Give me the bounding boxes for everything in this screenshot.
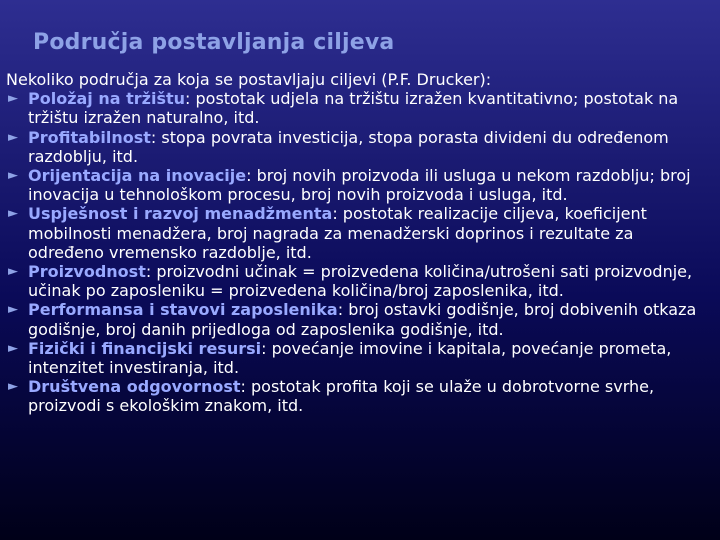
item-text: : postotak realizacije ciljeva, koeficijent mobilnosti menadžera, broj nagrada za menadžerski doprinos i rezultate za određeno vremensko razdoblje, itd. [28,204,647,262]
list-item [6,377,712,415]
list-item [6,262,712,300]
list-item [6,300,712,338]
right-triangle-icon: ► [8,168,18,184]
right-triangle-icon: ► [8,302,18,318]
right-triangle-icon: ► [8,340,18,356]
list-item [6,339,712,377]
item-keyword: Orijentacija na inovacije [28,166,247,186]
list-item [6,166,712,204]
list-item [6,204,712,262]
item-text: : postotak udjela na tržištu izražen kvantitativno; postotak na tržištu izražen naturalno, itd. [28,89,679,128]
list-item [6,128,712,166]
item-keyword: Proizvodnost [28,262,146,282]
item-keyword: Položaj na tržištu [28,89,186,109]
item-keyword: Uspješnost i razvoj menadžmenta [28,204,333,224]
slide-title: Područja postavljanja ciljeva [33,30,395,55]
item-keyword: Profitabilnost [28,127,151,147]
bullet-list [6,89,712,415]
item-keyword: Fizički i financijski resursi [28,338,262,358]
item-text: : povećanje imovine i kapitala, povećanje prometa, intenzitet investiranja, itd. [28,338,672,378]
item-text: : postotak profita koji se ulaže u dobrotvorne svrhe, proizvodi s ekološkim znakom, itd. [28,377,655,416]
right-triangle-icon: ► [8,264,18,280]
right-triangle-icon: ► [8,91,18,107]
item-text: : broj novih proizvoda ili usluga u nekom razdoblju; broj inovacija u tehnološkom procesu, broj novih proizvoda i usluga, itd. [28,166,691,205]
item-keyword: Društvena odgovornost [28,377,241,397]
right-triangle-icon: ► [8,129,18,145]
intro-text: Nekoliko područja za koja se postavljaju ciljevi (P.F. Drucker): [6,70,492,89]
right-triangle-icon: ► [8,379,18,395]
item-text: : broj ostavki godišnje, broj dobivenih otkaza godišnje, broj danih prijedloga od zaposlenika godišnje, itd. [28,300,697,339]
right-triangle-icon: ► [8,206,18,222]
item-text: : stopa povrata investicija, stopa porasta divideni du određenom razdoblju, itd. [28,127,669,166]
list-item [6,89,712,127]
slide-content [6,70,712,416]
item-keyword: Performansa i stavovi zaposlenika [28,300,338,320]
item-text: : proizvodni učinak = proizvedena količina/utrošeni sati proizvodnje, učinak po zaposleniku = proizvedena količina/broj zaposlenika, itd. [28,262,693,301]
